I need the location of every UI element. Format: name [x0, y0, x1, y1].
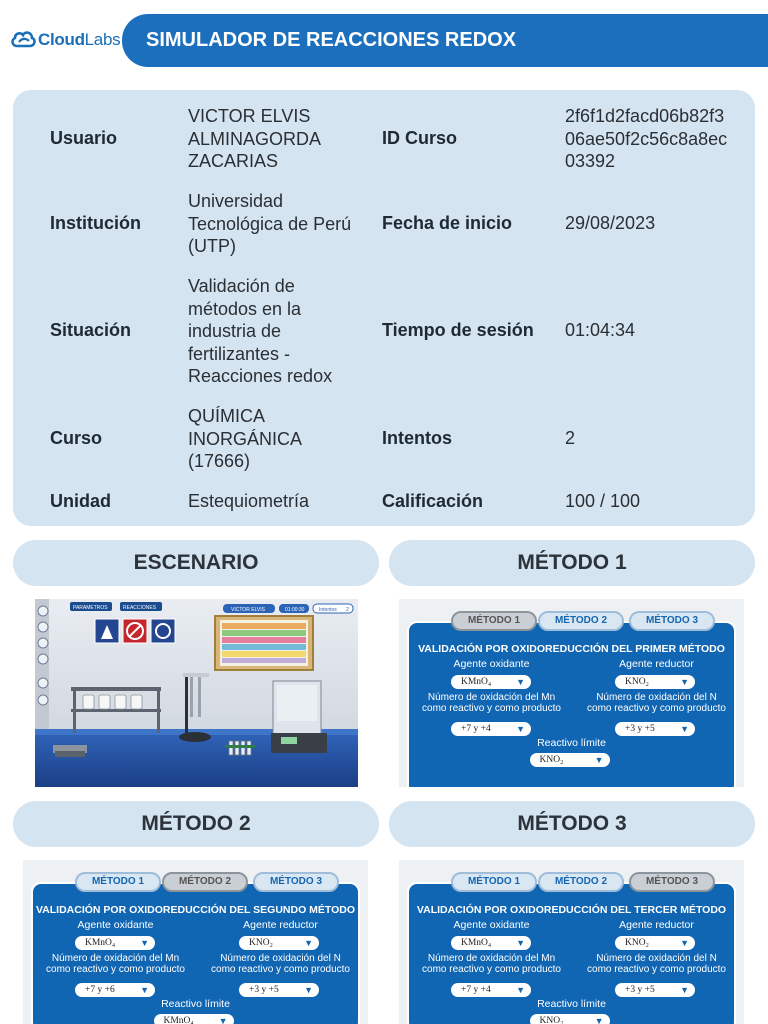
unidad-value: Estequiometría [188, 491, 310, 511]
chevron-down-icon: ▼ [680, 677, 689, 687]
situacion-value: Validación de métodos en la industria de fertilizantes - Reacciones redox [188, 276, 333, 386]
title-bar [122, 14, 768, 67]
n-oxidation-select-value: +3 y +5 [625, 724, 655, 734]
chevron-down-icon: ▼ [516, 724, 525, 734]
usuario-label: Usuario [50, 128, 118, 148]
oxidante-label: Agente oxidante [453, 919, 530, 931]
chevron-down-icon: ▼ [680, 985, 689, 995]
section-metodo-2: MÉTODO 2 [13, 801, 379, 847]
reductor-select[interactable] [239, 936, 319, 950]
tab-metodo-1[interactable]: MÉTODO 1 [75, 872, 161, 892]
curso-label: Curso [50, 428, 103, 448]
mn-oxidation-label: Número de oxidación del Mn como reactivo y como producto [422, 692, 561, 714]
oxidante-select-value: KMnO₄ [461, 677, 492, 687]
reductor-label: Agente reductor [619, 658, 694, 670]
usuario-value: VICTOR ELVIS ALMINAGORDA ZACARIAS [188, 106, 322, 171]
oxidante-select[interactable] [75, 936, 155, 950]
chevron-down-icon: ▼ [516, 677, 525, 687]
reductor-label: Agente reductor [243, 919, 318, 931]
chevron-down-icon: ▼ [516, 985, 525, 995]
tab-metodo-2[interactable]: MÉTODO 2 [538, 872, 624, 892]
metodo-3-panel [399, 860, 744, 1024]
n-oxidation-select-value: +3 y +5 [249, 985, 279, 995]
limite-select[interactable] [530, 1014, 610, 1024]
chevron-down-icon: ▼ [304, 938, 313, 948]
chevron-down-icon: ▼ [594, 755, 604, 765]
reductor-select[interactable] [615, 675, 695, 689]
reductor-select-value: KNO₂ [625, 677, 649, 687]
unidad-label: Unidad [50, 491, 111, 511]
oxidante-select[interactable] [451, 936, 531, 950]
cloud-icon [10, 29, 36, 51]
limite-label: Reactivo límite [161, 998, 230, 1010]
oxidante-select-value: KMnO₄ [461, 938, 492, 948]
n-oxidation-select[interactable] [615, 983, 695, 997]
n-oxidation-select-value: +3 y +5 [625, 985, 655, 995]
mn-oxidation-label: Número de oxidación del Mn como reactivo y como producto [46, 953, 185, 975]
lab-scene-illustration [35, 599, 358, 787]
institucion-label: Institución [50, 213, 141, 233]
reductor-select-value: KNO₂ [249, 938, 273, 948]
scene-intentos-label: Intentos [319, 607, 337, 613]
section-metodo-3: MÉTODO 3 [389, 801, 755, 847]
limite-select-value: KNO₂ [539, 1016, 564, 1024]
limite-select[interactable] [154, 1014, 234, 1024]
scene-user-label: VICTOR ELVIS [231, 607, 265, 613]
limite-label: Reactivo límite [537, 737, 606, 749]
tiempo-label: Tiempo de sesión [382, 320, 534, 340]
calificacion-value: 100 / 100 [565, 491, 641, 511]
metodo-1-panel [399, 599, 744, 787]
mn-oxidation-select-value: +7 y +6 [85, 985, 115, 995]
logo-text: CloudLabs [38, 30, 121, 49]
tab-metodo-3[interactable]: MÉTODO 3 [253, 872, 339, 892]
id-curso-value: 2f6f1d2facd06b82f3 06ae50f2c56c8a8ec 03392 [565, 106, 728, 171]
tab-metodo-1[interactable]: MÉTODO 1 [451, 611, 537, 631]
institucion-value: Universidad Tecnológica de Perú (UTP) [188, 191, 352, 256]
tab-metodo-3[interactable]: MÉTODO 3 [629, 872, 715, 892]
chevron-down-icon: ▼ [304, 985, 313, 995]
n-oxidation-label: Número de oxidación del N como reactivo y como producto [211, 953, 350, 975]
limite-label: Reactivo límite [537, 998, 606, 1010]
section-metodo-1: MÉTODO 1 [389, 540, 755, 586]
chevron-down-icon: ▼ [516, 938, 525, 948]
mn-oxidation-select-value: +7 y +4 [461, 985, 491, 995]
chevron-down-icon: ▼ [140, 985, 149, 995]
reductor-select-value: KNO₂ [625, 938, 649, 948]
session-info-card [13, 90, 755, 526]
id-curso-label: ID Curso [382, 128, 458, 148]
n-oxidation-select[interactable] [615, 722, 695, 736]
validation-title: VALIDACIÓN POR OXIDOREDUCCIÓN DEL PRIMER MÉTODO [418, 643, 725, 655]
fecha-value: 29/08/2023 [565, 213, 656, 233]
oxidante-select-value: KMnO₄ [85, 938, 116, 948]
cloudlabs-logo [10, 29, 120, 51]
scene-intentos-count: 2 [346, 607, 349, 613]
chevron-down-icon: ▼ [680, 938, 689, 948]
limite-select-value: KNO₂ [539, 755, 564, 765]
page-header [0, 0, 768, 80]
oxidante-label: Agente oxidante [453, 658, 530, 670]
tab-metodo-3[interactable]: MÉTODO 3 [629, 611, 715, 631]
n-oxidation-label: Número de oxidación del N como reactivo y como producto [587, 692, 726, 714]
limite-select-value: KMnO₄ [163, 1016, 194, 1024]
reductor-select[interactable] [615, 936, 695, 950]
chevron-down-icon: ▼ [594, 1016, 604, 1024]
mn-oxidation-select[interactable] [75, 983, 155, 997]
validation-title: VALIDACIÓN POR OXIDOREDUCCIÓN DEL TERCER MÉTODO [416, 904, 727, 916]
intentos-value: 2 [565, 428, 576, 448]
curso-value: QUÍMICA INORGÁNICA (17666) [188, 406, 303, 471]
mn-oxidation-label: Número de oxidación del Mn como reactivo y como producto [422, 953, 561, 975]
fecha-label: Fecha de inicio [382, 213, 513, 233]
page-title: SIMULADOR DE REACCIONES REDOX [146, 29, 517, 51]
calificacion-label: Calificación [382, 491, 484, 511]
mn-oxidation-select[interactable] [451, 722, 531, 736]
chevron-down-icon: ▼ [218, 1016, 228, 1024]
section-escenario: ESCENARIO [13, 540, 379, 586]
intentos-label: Intentos [382, 428, 452, 448]
scene-reacciones-button: REACCIONES [123, 605, 157, 611]
tab-metodo-1[interactable]: MÉTODO 1 [451, 872, 537, 892]
scene-parametros-button: PARAMETROS [73, 605, 108, 611]
tiempo-value: 01:04:34 [565, 320, 636, 340]
mn-oxidation-select-value: +7 y +4 [461, 724, 491, 734]
n-oxidation-select[interactable] [239, 983, 319, 997]
lab-scene-image [35, 599, 358, 787]
reductor-label: Agente reductor [619, 919, 694, 931]
validation-title: VALIDACIÓN POR OXIDOREDUCCIÓN DEL SEGUNDO MÉTODO [35, 904, 356, 916]
tab-metodo-2[interactable]: MÉTODO 2 [162, 872, 248, 892]
scene-timer: 01:00:30 [285, 607, 305, 613]
tab-metodo-2[interactable]: MÉTODO 2 [538, 611, 624, 631]
chevron-down-icon: ▼ [140, 938, 149, 948]
limite-select[interactable] [530, 753, 610, 767]
metodo-2-panel [23, 860, 368, 1024]
oxidante-label: Agente oxidante [77, 919, 154, 931]
n-oxidation-label: Número de oxidación del N como reactivo y como producto [587, 953, 726, 975]
situacion-label: Situación [50, 320, 132, 340]
mn-oxidation-select[interactable] [451, 983, 531, 997]
chevron-down-icon: ▼ [680, 724, 689, 734]
oxidante-select[interactable] [451, 675, 531, 689]
